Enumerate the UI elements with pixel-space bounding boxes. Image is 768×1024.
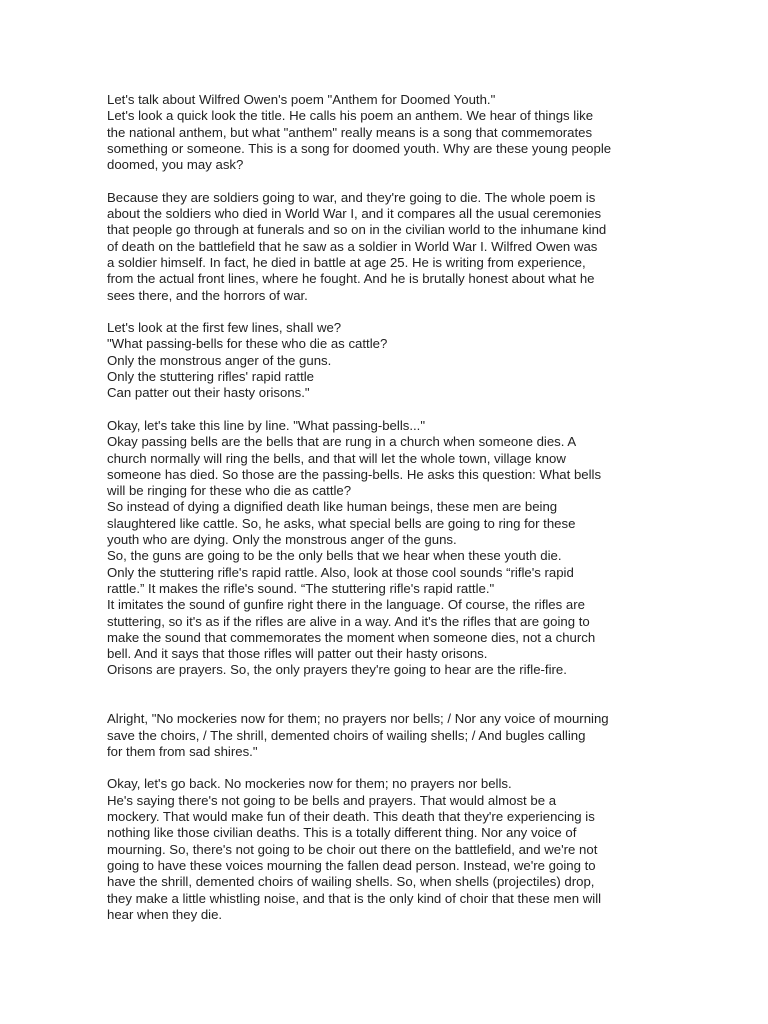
text-line: something or someone. This is a song for doomed youth. Why are these young people — [107, 140, 612, 156]
text-line: of death on the battlefield that he saw as a soldier in World War I. Wilfred Owen was — [107, 238, 598, 254]
paragraph — [107, 190, 727, 304]
text-line: Because they are soldiers going to war, and they're going to die. The whole poem is — [107, 189, 596, 205]
text-line: someone has died. So those are the passing-bells. He asks this question: What bells — [107, 466, 602, 482]
text-line: will be ringing for these who die as cattle? — [107, 483, 352, 499]
text-line: Okay passing bells are the bells that are rung in a church when someone dies. A — [107, 434, 577, 450]
text-line: Only the stuttering rifle's rapid rattle. Also, look at those cool sounds “rifle's rapid — [107, 564, 574, 580]
text-line: they make a little whistling noise, and that is the only kind of choir that these men will — [107, 890, 602, 906]
text-line: Okay, let's take this line by line. "What passing-bells..." — [107, 417, 426, 433]
paragraph — [107, 320, 727, 401]
text-line: make the sound that commemorates the moment when someone dies, not a church — [107, 629, 596, 645]
text-line: So instead of dying a dignified death like human beings, these men are being — [107, 499, 558, 515]
text-line: Orisons are prayers. So, the only prayers they're going to hear are the rifle-fire. — [107, 662, 567, 678]
text-line: Can patter out their hasty orisons." — [107, 385, 310, 401]
text-line: going to have these voices mourning the fallen dead person. Instead, we're going to — [107, 857, 596, 873]
paragraph — [107, 776, 727, 923]
text-line: Only the stuttering rifles' rapid rattle — [107, 369, 315, 385]
text-line: It imitates the sound of gunfire right there in the language. Of course, the rifles are — [107, 597, 585, 613]
paragraph — [107, 92, 727, 173]
text-line: Only the monstrous anger of the guns. — [107, 352, 332, 368]
text-line: mourning. So, there's not going to be choir out there on the battlefield, and we're not — [107, 841, 598, 857]
text-line: a soldier himself. In fact, he died in battle at age 25. He is writing from experience, — [107, 254, 586, 270]
text-line: the national anthem, but what "anthem" really means is a song that commemorates — [107, 124, 593, 140]
text-line: Alright, "No mockeries now for them; no prayers nor bells; / Nor any voice of mourning — [107, 711, 609, 727]
document-body — [107, 92, 727, 939]
text-line: hear when they die. — [107, 906, 223, 922]
text-line: sees there, and the horrors of war. — [107, 287, 308, 303]
text-line: for them from sad shires." — [107, 743, 258, 759]
text-line: nothing like those civilian deaths. This is a totally different thing. Nor any voice of — [107, 825, 577, 841]
text-line: slaughtered like cattle. So, he asks, what special bells are going to ring for these — [107, 515, 576, 531]
text-line: youth who are dying. Only the monstrous anger of the guns. — [107, 532, 457, 548]
text-line: So, the guns are going to be the only bells that we hear when these youth die. — [107, 548, 562, 564]
text-line: church normally will ring the bells, and that will let the whole town, village know — [107, 450, 566, 466]
text-line: rattle.” It makes the rifle's sound. “The stuttering rifle's rapid rattle." — [107, 580, 495, 596]
text-line: save the choirs, / The shrill, demented choirs of wailing shells; / And bugles calling — [107, 727, 586, 743]
text-line: that people go through at funerals and so on in the civilian world to the inhumane kind — [107, 222, 607, 238]
text-line: from the actual front lines, where he fought. And he is brutally honest about what he — [107, 271, 595, 287]
text-line: He's saying there's not going to be bells and prayers. That would almost be a — [107, 792, 557, 808]
text-line: bell. And it says that those rifles will patter out their hasty orisons. — [107, 646, 488, 662]
text-line: "What passing-bells for these who die as cattle? — [107, 336, 388, 352]
text-line: Let's talk about Wilfred Owen's poem "Anthem for Doomed Youth." — [107, 92, 496, 107]
text-line: mockery. That would make fun of their death. This death that they're experiencing is — [107, 809, 595, 825]
paragraph — [107, 711, 727, 760]
text-line: stuttering, so it's as if the rifles are alive in a way. And it's the rifles that are going to — [107, 613, 590, 629]
paragraph — [107, 418, 727, 679]
text-line: about the soldiers who died in World War I, and it compares all the usual ceremonies — [107, 206, 602, 222]
text-line: doomed, you may ask? — [107, 157, 244, 173]
text-line: Okay, let's go back. No mockeries now for them; no prayers nor bells. — [107, 776, 512, 792]
text-line: Let's look at the first few lines, shall we? — [107, 320, 342, 336]
text-line: Let's look a quick look the title. He calls his poem an anthem. We hear of things like — [107, 108, 594, 124]
text-line: have the shrill, demented choirs of wailing shells. So, when shells (projectiles) drop, — [107, 874, 595, 890]
